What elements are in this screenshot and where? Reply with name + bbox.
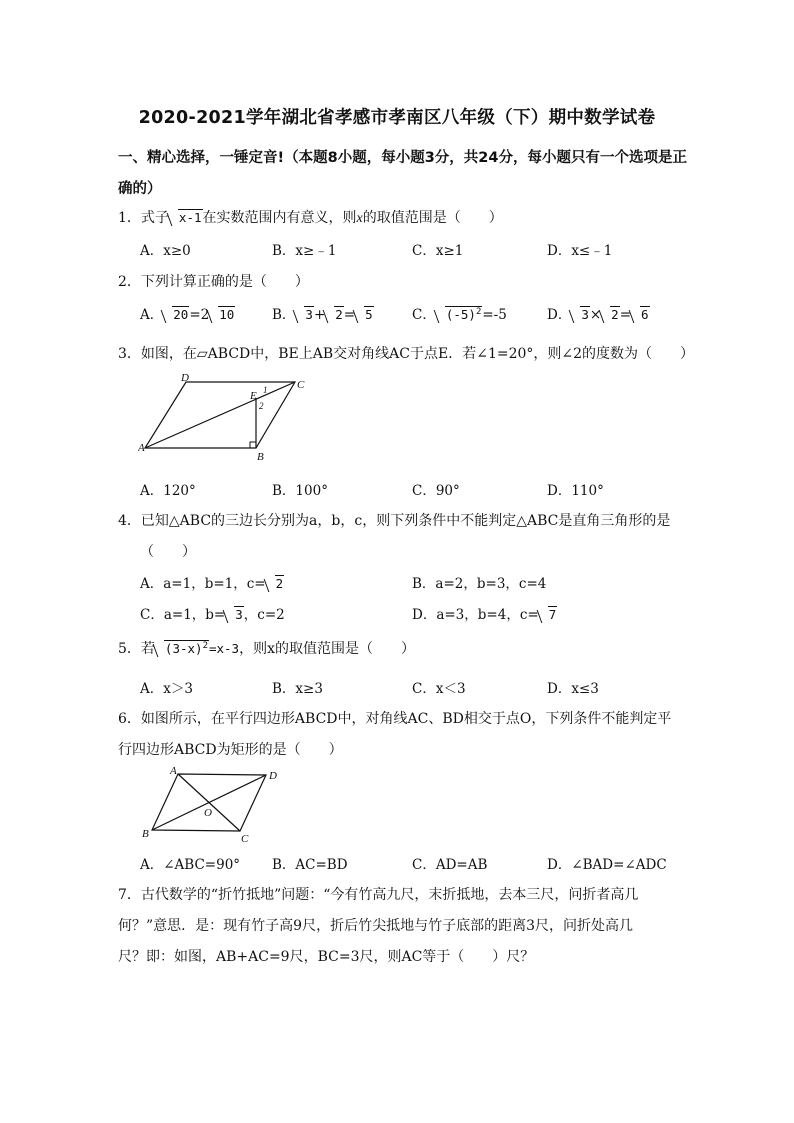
label-angle-1: 1 xyxy=(263,385,268,395)
question-6-cont: 行四边形ABCD为矩形的是（ ） xyxy=(118,742,343,758)
q1-option-a[interactable]: A．x≥0 xyxy=(140,243,191,259)
diagonal-bd xyxy=(152,775,266,830)
label-c: C xyxy=(241,833,249,845)
parallelogram-figure-q6 xyxy=(138,764,288,846)
section-heading-cont: 确的） xyxy=(118,181,162,197)
label-d: D xyxy=(269,770,277,782)
question-7: 7．古代数学的“折竹抵地”问题：“今有竹高九尺，末折抵地，去本三尺，问折者高几 xyxy=(118,887,639,903)
q6-option-d[interactable]: D．∠BAD=∠ADC xyxy=(547,857,667,873)
sqrt-sign: x-1 xyxy=(169,210,203,226)
label-angle-2: 2 xyxy=(259,401,264,411)
page-title: 2020-2021学年湖北省孝感市孝南区八年级（下）期中数学试卷 xyxy=(138,108,656,128)
q1-option-c[interactable]: C．x≥1 xyxy=(412,243,464,259)
q4-option-a[interactable]: A．a=1，b=1，c= 2 xyxy=(140,576,284,592)
question-6: 6．如图所示，在平行四边形ABCD中，对角线AC、BD相交于点O，下列条件不能判定平 xyxy=(118,711,672,727)
question-2: 2．下列计算正确的是（ ） xyxy=(118,274,309,290)
label-a: A xyxy=(170,765,177,777)
q6-option-a[interactable]: A．∠ABC=90° xyxy=(140,857,241,873)
question-7-cont1: 何？”意思．是：现有竹子高9尺，折后竹尖抵地与竹子底部的距离3尺，问折处高几 xyxy=(118,918,633,934)
question-5: 5．若 $(3-x)^2=x-3$，则x的取值范围是（ ） xyxy=(118,640,415,657)
q1-option-d[interactable]: D．x≤﹣1 xyxy=(547,243,613,259)
question-4-cont: （ ） xyxy=(140,544,196,560)
question-7-cont2: 尺？即：如图，AB+AC=9尺，BC=3尺，则AC等于（ ）尺？ xyxy=(118,949,535,965)
label-o: O xyxy=(204,807,212,819)
q3-option-d[interactable]: D．110° xyxy=(547,483,604,499)
q2-option-d[interactable]: D． 3× 2= 6 xyxy=(547,307,649,323)
question-1: 1．式子 x-1在实数范围内有意义，则x的取值范围是（ ） xyxy=(118,210,503,226)
q4-option-d[interactable]: D．a=3，b=4，c= 7 xyxy=(412,607,557,623)
section-heading: 一、精心选择，一锤定音!（本题8小题，每小题3分，共24分，每小题只有一个选项是正 xyxy=(118,150,687,166)
q5-option-b[interactable]: B．x≥3 xyxy=(272,681,323,697)
q5-option-c[interactable]: C．x＜3 xyxy=(412,681,466,697)
q4-option-c[interactable]: C．a=1，b= 3，c=2 xyxy=(140,607,285,623)
q5-option-d[interactable]: D．x≤3 xyxy=(547,681,599,697)
q1-option-b[interactable]: B．x≥﹣1 xyxy=(272,243,337,259)
q6-option-b[interactable]: B．AC=BD xyxy=(272,857,348,873)
diagonal-ac xyxy=(145,382,295,448)
q3-option-b[interactable]: B．100° xyxy=(272,483,328,499)
label-e: E xyxy=(250,390,257,402)
label-b: B xyxy=(142,828,149,840)
q6-option-c[interactable]: C．AD=AB xyxy=(412,857,488,873)
label-a: A xyxy=(138,442,145,454)
q3-option-c[interactable]: C．90° xyxy=(412,483,460,499)
label-c: C xyxy=(297,379,305,391)
q5-option-a[interactable]: A．x＞3 xyxy=(140,681,193,697)
q2-option-a[interactable]: A． 20=2 10 xyxy=(140,307,235,323)
question-4: 4．已知△ABC的三边长分别为a，b，c，则下列条件中不能判定△ABC是直角三角形的是 xyxy=(118,513,671,529)
q3-option-a[interactable]: A．120° xyxy=(140,483,196,499)
label-b: B xyxy=(257,451,264,462)
q4-option-b[interactable]: B．a=2，b=3，c=4 xyxy=(412,576,547,592)
right-angle-mark xyxy=(250,442,256,448)
question-3: 3．如图，在▱ABCD中，BE上AB交对角线AC于点E．若∠1=20°，则∠2的度数为（ ） xyxy=(118,346,695,362)
label-d: D xyxy=(181,372,189,384)
q2-option-b[interactable]: B． 3+ 2= 5 xyxy=(272,307,373,323)
parallelogram-figure-q3 xyxy=(138,372,314,462)
q2-option-c[interactable]: C． $(-5)^2=-5$ xyxy=(412,306,507,323)
